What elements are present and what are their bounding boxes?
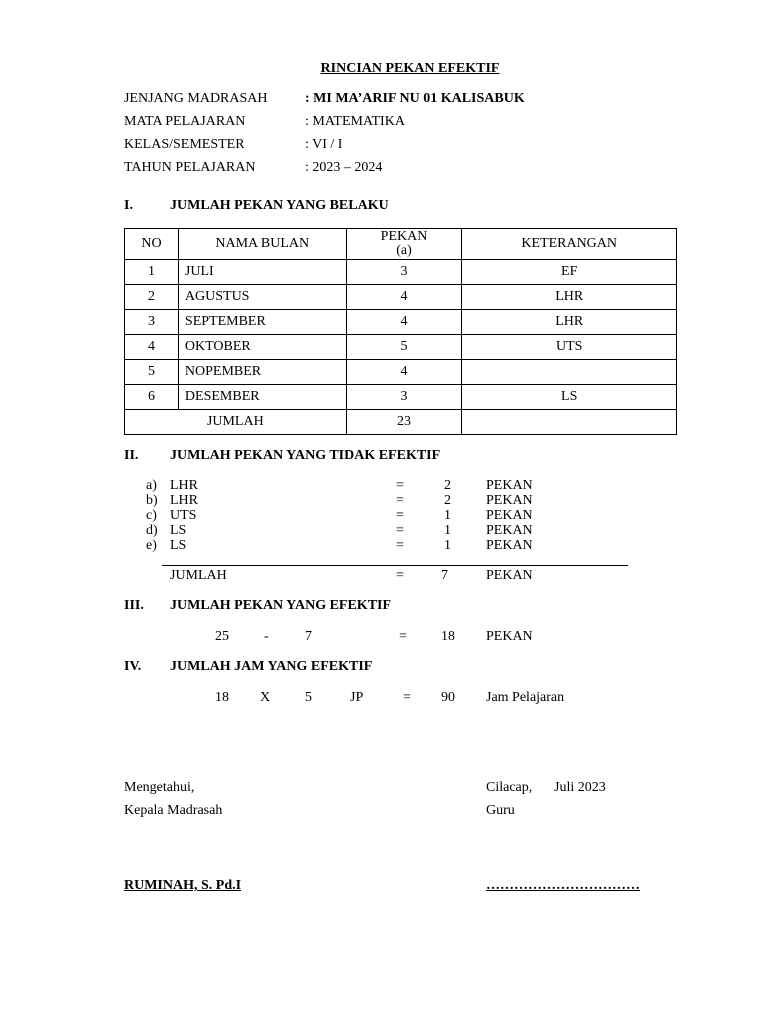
header-pekan-label: PEKAN — [380, 229, 428, 244]
cell-pekan: 3 — [346, 260, 462, 285]
item-equals: = — [396, 508, 404, 523]
item-letter: c) — [146, 508, 157, 523]
info-value-mapel: : MATEMATIKA — [305, 114, 405, 129]
header-pekan — [346, 229, 462, 260]
operand-a: 18 — [215, 690, 229, 705]
cell-month: NOPEMBER — [178, 360, 346, 385]
info-value-kelas: : VI / I — [305, 137, 343, 152]
header-no: NO — [125, 229, 179, 260]
header-month: NAMA BULAN — [178, 229, 346, 260]
table-row — [125, 335, 677, 360]
operand-b: 5 — [305, 690, 312, 705]
table-header-row — [125, 229, 677, 260]
section1-number: I. — [124, 198, 133, 213]
cell-total-empty — [462, 410, 677, 435]
equals-sign: = — [399, 629, 407, 644]
cell-total-label: JUMLAH — [125, 410, 347, 435]
cell-month: DESEMBER — [178, 385, 346, 410]
signature-place: Cilacap, — [486, 780, 533, 795]
table-row — [125, 310, 677, 335]
item-value: 1 — [444, 538, 451, 553]
item-unit: PEKAN — [486, 538, 533, 553]
item-value: 1 — [444, 508, 451, 523]
result-value: 90 — [441, 690, 455, 705]
result-unit: Jam Pelajaran — [486, 690, 565, 705]
item-equals: = — [396, 478, 404, 493]
cell-keterangan — [462, 360, 677, 385]
header-keterangan: KETERANGAN — [462, 229, 677, 260]
cell-keterangan: EF — [462, 260, 677, 285]
total-equals: = — [396, 568, 404, 583]
item-equals: = — [396, 538, 404, 553]
months-table — [124, 228, 677, 435]
info-label-tahun: TAHUN PELAJARAN — [124, 160, 256, 175]
section4-number: IV. — [124, 659, 142, 674]
item-name: LS — [170, 538, 187, 553]
cell-pekan: 4 — [346, 285, 462, 310]
info-label-kelas: KELAS/SEMESTER — [124, 137, 245, 152]
section4-title: JUMLAH JAM YANG EFEKTIF — [170, 659, 373, 674]
cell-no: 6 — [125, 385, 179, 410]
cell-keterangan: LS — [462, 385, 677, 410]
result-value: 18 — [441, 629, 455, 644]
signature-date: Juli 2023 — [554, 780, 606, 795]
item-letter: e) — [146, 538, 157, 553]
section3-title: JUMLAH PEKAN YANG EFEKTIF — [170, 598, 392, 613]
total-label: JUMLAH — [170, 568, 227, 583]
info-label-mapel: MATA PELAJARAN — [124, 114, 246, 129]
cell-pekan: 4 — [346, 360, 462, 385]
item-value: 1 — [444, 523, 451, 538]
total-value: 7 — [441, 568, 448, 583]
operator-minus: - — [264, 629, 269, 644]
item-value: 2 — [444, 493, 451, 508]
page-title: RINCIAN PEKAN EFEKTIF — [320, 61, 500, 76]
section1-title: JUMLAH PEKAN YANG BELAKU — [170, 198, 389, 213]
cell-pekan: 3 — [346, 385, 462, 410]
item-letter: a) — [146, 478, 157, 493]
operand-a: 25 — [215, 629, 229, 644]
item-letter: d) — [146, 523, 158, 538]
cell-month: AGUSTUS — [178, 285, 346, 310]
cell-no: 3 — [125, 310, 179, 335]
sum-divider — [162, 565, 628, 566]
info-value-tahun: : 2023 – 2024 — [305, 160, 383, 175]
item-name: LHR — [170, 478, 198, 493]
cell-no: 2 — [125, 285, 179, 310]
cell-month: SEPTEMBER — [178, 310, 346, 335]
item-value: 2 — [444, 478, 451, 493]
item-name: LHR — [170, 493, 198, 508]
cell-month: JULI — [178, 260, 346, 285]
info-value-jenjang: : MI MA’ARIF NU 01 KALISABUK — [305, 91, 525, 106]
item-equals: = — [396, 523, 404, 538]
teacher-name-blank: …………………………… — [486, 878, 640, 893]
cell-month: OKTOBER — [178, 335, 346, 360]
signature-right-line2: Guru — [486, 803, 515, 818]
item-equals: = — [396, 493, 404, 508]
info-label-jenjang: JENJANG MADRASAH — [124, 91, 268, 106]
table-row — [125, 285, 677, 310]
total-unit: PEKAN — [486, 568, 533, 583]
jp-label: JP — [350, 690, 364, 705]
cell-total-value: 23 — [346, 410, 462, 435]
item-unit: PEKAN — [486, 508, 533, 523]
item-unit: PEKAN — [486, 478, 533, 493]
cell-no: 4 — [125, 335, 179, 360]
item-name: LS — [170, 523, 187, 538]
section3-number: III. — [124, 598, 144, 613]
operator-times: X — [260, 690, 271, 705]
table-row — [125, 260, 677, 285]
cell-keterangan: LHR — [462, 285, 677, 310]
table-row — [125, 360, 677, 385]
item-name: UTS — [170, 508, 197, 523]
table-row — [125, 385, 677, 410]
signature-left-line1: Mengetahui, — [124, 780, 195, 795]
cell-no: 1 — [125, 260, 179, 285]
cell-no: 5 — [125, 360, 179, 385]
section2-number: II. — [124, 448, 139, 463]
signature-left-line2: Kepala Madrasah — [124, 803, 223, 818]
item-unit: PEKAN — [486, 523, 533, 538]
headmaster-name: RUMINAH, S. Pd.I — [124, 878, 242, 893]
cell-keterangan: LHR — [462, 310, 677, 335]
cell-pekan: 4 — [346, 310, 462, 335]
item-unit: PEKAN — [486, 493, 533, 508]
operand-b: 7 — [305, 629, 312, 644]
header-pekan-sub: (a) — [396, 243, 412, 258]
section2-title: JUMLAH PEKAN YANG TIDAK EFEKTIF — [170, 448, 441, 463]
cell-pekan: 5 — [346, 335, 462, 360]
result-unit: PEKAN — [486, 629, 533, 644]
equals-sign: = — [403, 690, 411, 705]
table-total-row — [125, 410, 677, 435]
item-letter: b) — [146, 493, 158, 508]
cell-keterangan: UTS — [462, 335, 677, 360]
